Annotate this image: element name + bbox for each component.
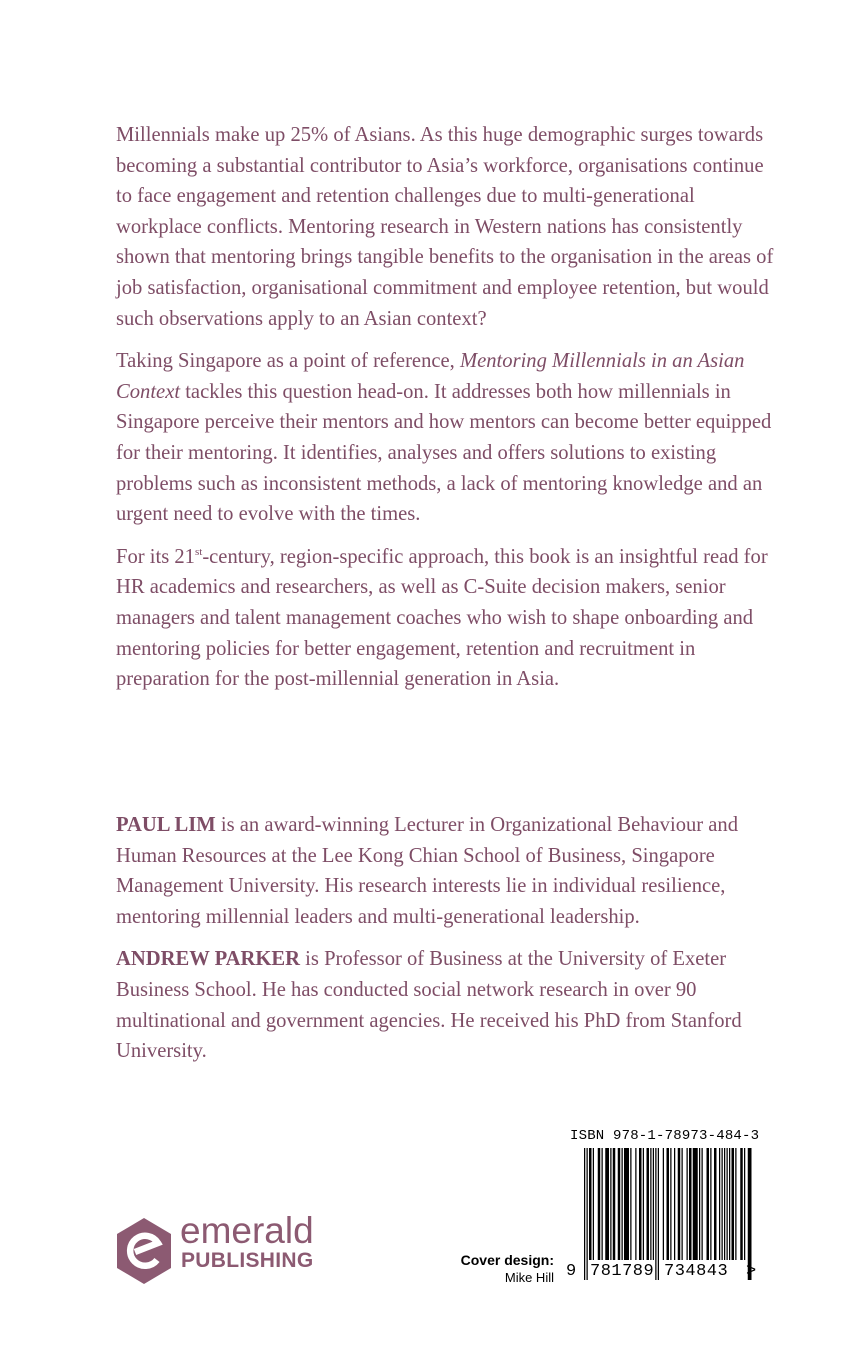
blurb-p2-intro: Taking Singapore as a point of reference, xyxy=(116,350,460,373)
publisher-name: emerald xyxy=(180,1210,314,1251)
publisher-subname: PUBLISHING xyxy=(181,1249,314,1272)
author-bio-2 xyxy=(116,944,766,1066)
blurb-p2-rest: tackles this question head-on. It addresses both how millennials in Singapore perceive their mentors and how mentors can become better equipped for their mentoring. It identifies, analyses and offers solutions to existing problems such as inconsistent methods, a lack of mentoring knowledge and an urgent need to evolve with the times. xyxy=(116,380,772,526)
author-text-1: is an award-winning Lecturer in Organizational Behaviour and Human Resources at the Lee Kong Chian School of Business, Singapore Management University. His research interests lie in individual resilience, mentoring millennial leaders and multi-generational leadership. xyxy=(116,814,739,928)
barcode-digits-left: 781789 xyxy=(590,1262,655,1281)
blurb-p3-intro: For its 21 xyxy=(116,545,195,568)
blurb-paragraph-3 xyxy=(116,542,776,695)
author-name-1: PAUL LIM xyxy=(116,814,216,836)
blurb-paragraph-1: Millennials make up 25% of Asians. As this huge demographic surges towards becoming a substantial contributor to Asia’s workforce, organisations continue to face engagement and retention challenges due to multi-generational workplace conflicts. Mentoring research in Western nations has consistently shown that mentoring brings tangible benefits to the organisation in the areas of job satisfaction, organisational commitment and employee retention, but would such observations apply to an Asian context? xyxy=(116,124,774,330)
cover-credit xyxy=(440,1252,554,1286)
author-bio-1 xyxy=(116,810,766,932)
isbn-label: ISBN 978-1-78973-484-3 xyxy=(570,1128,760,1144)
cover-credit-label: Cover design: xyxy=(460,1252,554,1268)
emerald-hexagon-icon xyxy=(114,1216,174,1286)
book-title-italic: Mentoring Millennials in an Asian Context xyxy=(116,350,745,403)
isbn-barcode-block xyxy=(564,1126,764,1292)
book-blurb xyxy=(116,120,776,707)
publisher-logo xyxy=(114,1210,324,1288)
author-name-2: ANDREW PARKER xyxy=(116,948,301,971)
ordinal-superscript: st xyxy=(194,545,203,558)
barcode-digit-first: 9 xyxy=(566,1262,577,1281)
blurb-p3-rest: -century, region-specific approach, this book is an insightful read for HR academics and researchers, as well as C-Suite decision makers, senior managers and talent management coaches who wish to shape onboarding and mentoring policies for better engagement, retention and recruitment in preparation for the post-millennial generation in Asia. xyxy=(116,545,768,691)
author-text-2: is Professor of Business at the University of Exeter Business School. He has conducted social network research in over 90 multinational and government agencies. He received his PhD from Stanford University. xyxy=(116,948,742,1063)
blurb-paragraph-2 xyxy=(116,346,776,530)
barcode-quiet-mark: > xyxy=(746,1262,757,1281)
barcode-icon xyxy=(584,1148,752,1280)
barcode-digits-right: 734843 xyxy=(664,1262,729,1281)
author-bios xyxy=(116,810,766,1079)
cover-designer-name: Mike Hill xyxy=(504,1270,554,1285)
